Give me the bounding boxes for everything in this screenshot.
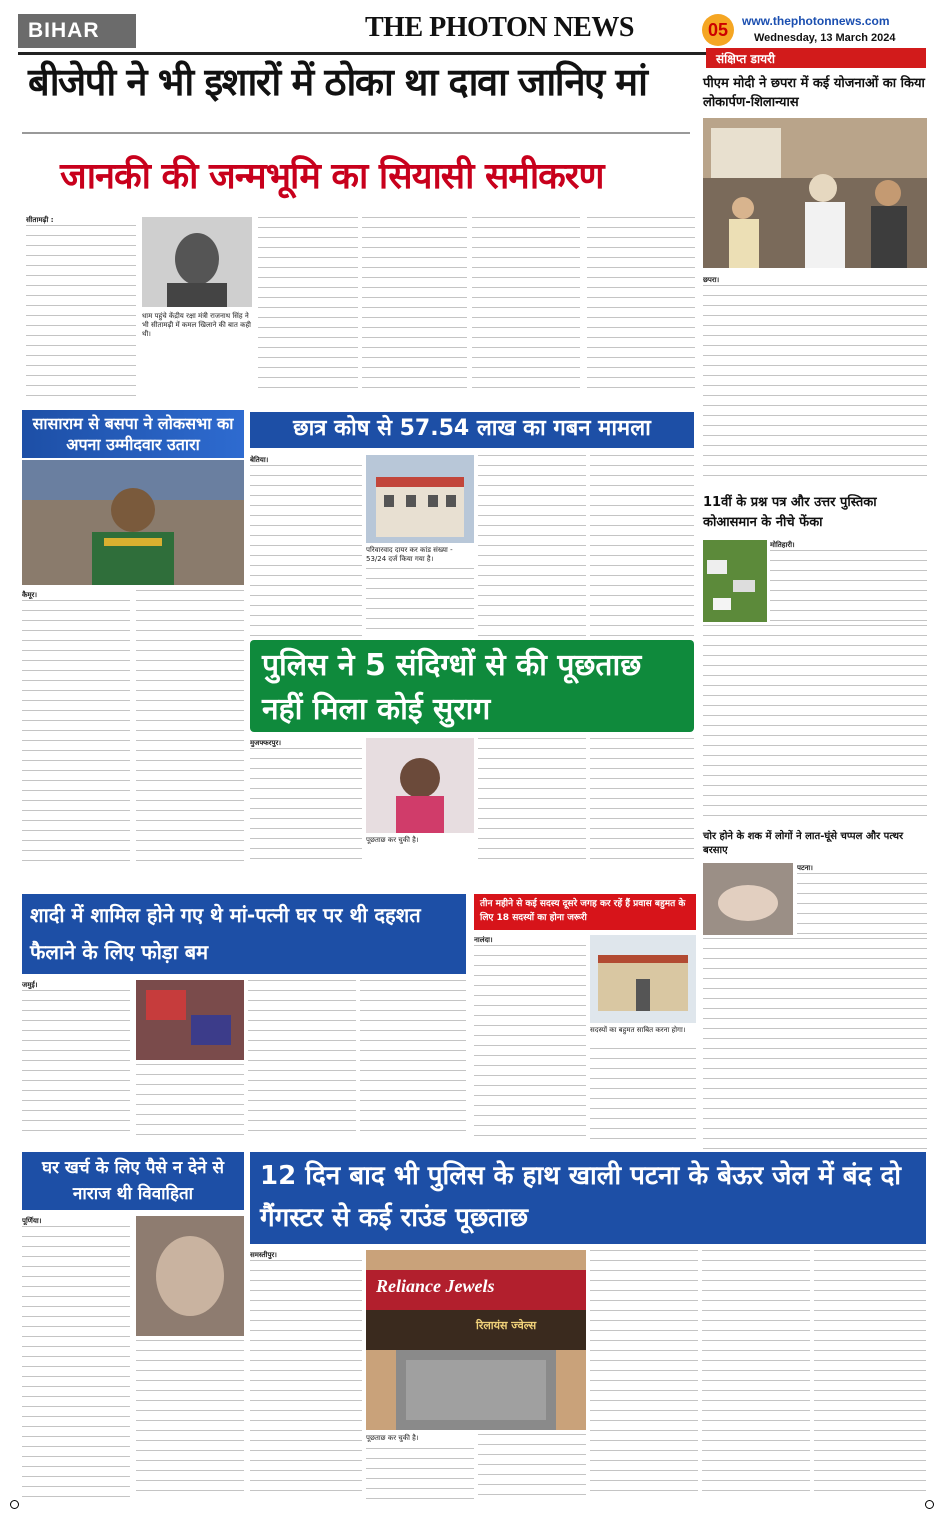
website-link[interactable]: www.thephotonnews.com bbox=[742, 14, 890, 28]
wife-photo bbox=[136, 1216, 244, 1336]
mob-photo bbox=[703, 863, 793, 935]
sidebar-story2-body bbox=[703, 625, 927, 825]
sidebar-story3-body bbox=[703, 938, 927, 1156]
college-photo bbox=[366, 455, 474, 543]
jail-photo-caption: पूछताछ कर चुकी है। bbox=[366, 1434, 419, 1442]
mla-body-col1 bbox=[474, 935, 586, 1140]
sidebar-title: संक्षिप्त डायरी bbox=[706, 48, 926, 68]
dateline: मुजफ्फरपुर। bbox=[250, 739, 282, 747]
jail-body-col4 bbox=[702, 1250, 810, 1500]
text-lines bbox=[22, 600, 130, 863]
wife-body-col2 bbox=[136, 1340, 244, 1500]
dateline: नालंदा। bbox=[474, 936, 493, 944]
fund-body-col1 bbox=[250, 455, 362, 638]
divider bbox=[22, 132, 690, 134]
fund-photo-caption: परिवारवाद दायर कर कांड संख्या - 53/24 दर्ज किया गया है। bbox=[366, 546, 453, 563]
answer-sheets-image bbox=[703, 540, 767, 622]
text-lines bbox=[250, 1260, 362, 1500]
mob-image bbox=[703, 863, 793, 935]
text-lines bbox=[797, 873, 927, 935]
edition-label: BIHAR bbox=[18, 14, 136, 48]
text-lines bbox=[250, 465, 362, 638]
lead-body-col3 bbox=[258, 217, 358, 397]
masthead: THE PHOTON NEWS bbox=[365, 12, 634, 43]
lead-body-col5 bbox=[472, 217, 580, 397]
wife-headline: घर खर्च के लिए पैसे न देने से नाराज थी विवाहिता bbox=[22, 1152, 244, 1210]
sidebar-story1-headline: पीएम मोदी ने छपरा में कई योजनाओं का किया लोकार्पण-शिलान्यास bbox=[703, 76, 925, 110]
text-lines bbox=[250, 748, 362, 866]
dateline: पटना। bbox=[797, 864, 813, 872]
photo-caption: धाम पहुंचे केंद्रीय रक्षा मंत्री राजनाथ सिंह ने भी सीतामढ़ी में कमल खिलाने की बात कही थी। bbox=[142, 312, 251, 338]
text-lines bbox=[22, 990, 130, 1140]
jail-headline: 12 दिन बाद भी पुलिस के हाथ खाली पटना के बेऊर जेल में बंद दो गैंगस्टर से कई राउंड पूछताछ bbox=[250, 1152, 926, 1244]
page-number: 05 bbox=[702, 14, 734, 46]
fund-body-col3 bbox=[478, 455, 586, 638]
pm-event-photo bbox=[703, 118, 927, 268]
shop-sign-hindi: रिलायंस ज्वेल्स bbox=[476, 1319, 537, 1332]
dateline: सीतामढ़ी : bbox=[26, 216, 54, 224]
college-image bbox=[366, 455, 474, 543]
police-body-col3 bbox=[478, 738, 586, 866]
dateline: पूर्णिया। bbox=[22, 1217, 42, 1225]
sidebar-story3-headline: चोर होने के शक में लोगों ने लात-घूंसे चप्पल और पत्थर बरसाए bbox=[703, 831, 904, 856]
mla-photo-caption: सदस्यों का बहुमत साबित करना होगा। bbox=[590, 1026, 686, 1034]
fund-body-col4 bbox=[590, 455, 694, 638]
dateline: मोतिहारी। bbox=[770, 541, 795, 549]
registration-mark bbox=[10, 1500, 19, 1509]
dateline: छपरा। bbox=[703, 276, 720, 284]
bomb-body-col3 bbox=[248, 980, 356, 1140]
sidebar-story1-body bbox=[703, 275, 927, 485]
mla-body-col2 bbox=[590, 1048, 696, 1140]
jail-body-col5 bbox=[814, 1250, 926, 1500]
dateline: बेतिया। bbox=[250, 456, 269, 464]
pm-event-image bbox=[703, 118, 927, 268]
bomb-body-col1 bbox=[22, 980, 130, 1140]
bsp-headline: सासाराम से बसपा ने लोकसभा का अपना उम्मीदवार उतारा bbox=[22, 410, 244, 458]
fund-body-col2 bbox=[366, 568, 474, 638]
lead-body-col6 bbox=[587, 217, 695, 397]
portrait-image bbox=[142, 217, 252, 307]
candidate-photo bbox=[22, 460, 244, 585]
police-headline: पुलिस ने 5 संदिग्धों से की पूछताछ नहीं मिला कोई सुराग bbox=[250, 640, 694, 732]
lead-headline-1: बीजेपी ने भी इशारों में ठोका था दावा जानिए मां bbox=[28, 60, 647, 104]
wife-image bbox=[136, 1216, 244, 1336]
text-lines bbox=[22, 1226, 130, 1501]
dateline: जमुई। bbox=[22, 981, 38, 989]
mla-kicker: तीन महीने से कई सदस्य दूसरे जगह कर रहें हैं प्रवास बहुमत के लिए 18 सदस्यों का होना जरूरी bbox=[474, 894, 696, 930]
lead-body-col1 bbox=[26, 215, 136, 400]
sidebar-story3-lead bbox=[797, 863, 927, 935]
text-lines bbox=[26, 225, 136, 400]
portrait-photo bbox=[142, 217, 252, 307]
issue-date: Wednesday, 13 March 2024 bbox=[754, 32, 896, 44]
bsp-body-col1 bbox=[22, 590, 130, 863]
sidebar-story2-lead bbox=[770, 540, 927, 622]
victim-image bbox=[366, 738, 474, 833]
jail-body-col2b bbox=[478, 1434, 586, 1500]
registration-mark bbox=[925, 1500, 934, 1509]
police-body-col4 bbox=[590, 738, 694, 866]
bsp-body-col2 bbox=[136, 590, 244, 863]
bomb-headline: शादी में शामिल होने गए थे मां-पत्नी घर पर थी दहशत फैलाने के लिए फोड़ा बम bbox=[22, 894, 466, 974]
police-photo-caption: पूछताछ कर चुकी है। bbox=[366, 836, 419, 844]
lead-body-col4 bbox=[362, 217, 467, 397]
house-photo bbox=[136, 980, 244, 1060]
jail-body-col3 bbox=[590, 1250, 698, 1500]
building-image bbox=[590, 935, 696, 1023]
text-lines bbox=[703, 285, 927, 485]
police-body-col1 bbox=[250, 738, 362, 866]
victim-photo bbox=[366, 738, 474, 833]
shop-sign: Reliance Jewels bbox=[376, 1276, 495, 1296]
candidate-image bbox=[22, 460, 244, 585]
jail-body-col1 bbox=[250, 1250, 362, 1500]
building-photo bbox=[590, 935, 696, 1023]
lead-headline-2: जानकी की जन्मभूमि का सियासी समीकरण bbox=[60, 156, 604, 197]
wife-body-col1 bbox=[22, 1216, 130, 1501]
dateline: कैमूर। bbox=[22, 591, 38, 599]
dateline: समस्तीपुर। bbox=[250, 1251, 277, 1259]
jewellery-shop-photo bbox=[366, 1250, 586, 1430]
house-image bbox=[136, 980, 244, 1060]
fund-headline: छात्र कोष से 57.54 लाख का गबन मामला bbox=[250, 412, 694, 448]
sidebar-story2-headline: 11वीं के प्रश्न पत्र और उत्तर पुस्तिका कोआसमान के नीचे फेंका bbox=[703, 495, 877, 530]
answer-sheets-photo bbox=[703, 540, 767, 622]
text-lines bbox=[474, 945, 586, 1140]
bomb-body-col4 bbox=[360, 980, 466, 1140]
bomb-body-col2 bbox=[136, 1064, 244, 1140]
jail-body-col2 bbox=[366, 1448, 474, 1500]
text-lines bbox=[770, 550, 927, 622]
